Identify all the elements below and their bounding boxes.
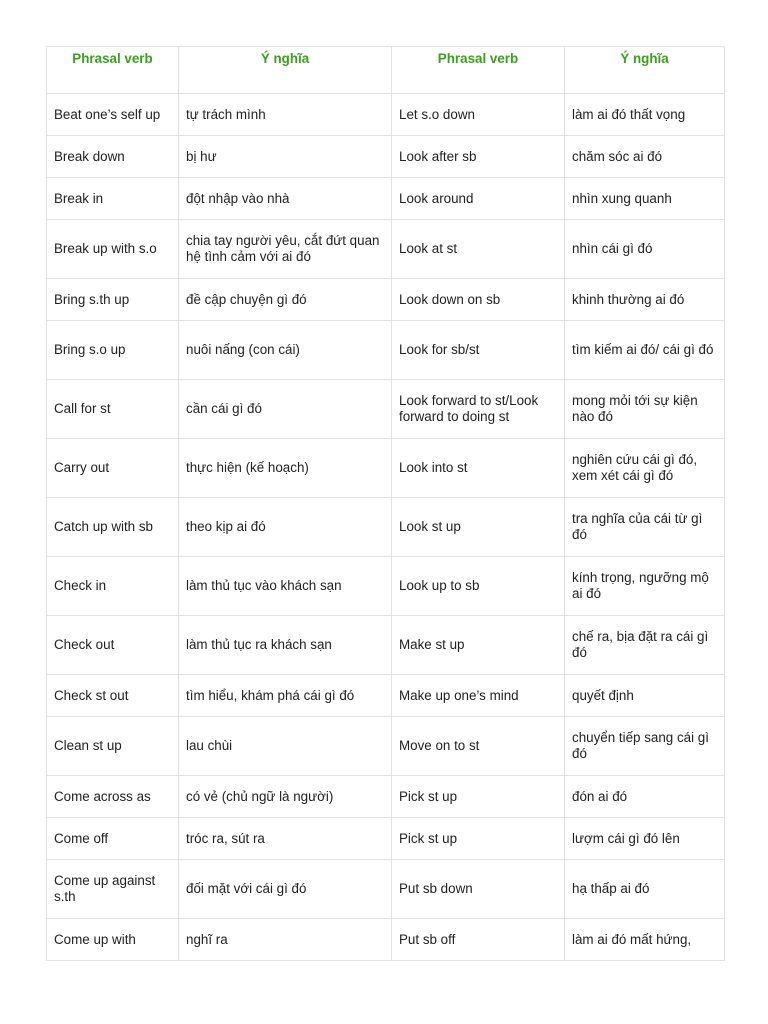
meaning-cell: khinh thường ai đó (565, 279, 725, 321)
phrasal-verb-cell: Look at st (392, 220, 565, 279)
phrasal-verb-cell: Call for st (47, 380, 179, 439)
phrasal-verb-cell: Look up to sb (392, 557, 565, 616)
meaning-cell: theo kịp ai đó (179, 498, 392, 557)
table-row (47, 818, 725, 860)
meaning-cell: nghĩ ra (179, 919, 392, 961)
phrasal-verb-cell: Look for sb/st (392, 321, 565, 380)
phrasal-verb-cell: Catch up with sb (47, 498, 179, 557)
phrasal-verb-cell: Come up against s.th (47, 860, 179, 919)
table-row (47, 136, 725, 178)
table-row (47, 498, 725, 557)
phrasal-verb-cell: Put sb off (392, 919, 565, 961)
table-row (47, 776, 725, 818)
meaning-cell: tự trách mình (179, 94, 392, 136)
phrasal-verb-cell: Break down (47, 136, 179, 178)
meaning-cell: chuyển tiếp sang cái gì đó (565, 717, 725, 776)
meaning-cell: làm ai đó mất hứng, (565, 919, 725, 961)
meaning-cell: nhìn cái gì đó (565, 220, 725, 279)
table-row (47, 439, 725, 498)
table-row (47, 860, 725, 919)
meaning-cell: quyết định (565, 675, 725, 717)
table-row (47, 220, 725, 279)
table-row (47, 616, 725, 675)
phrasal-verb-cell: Clean st up (47, 717, 179, 776)
meaning-cell: có vẻ (chủ ngữ là người) (179, 776, 392, 818)
meaning-cell: đón ai đó (565, 776, 725, 818)
meaning-cell: tìm kiếm ai đó/ cái gì đó (565, 321, 725, 380)
meaning-cell: chia tay người yêu, cắt đứt quan hệ tình cảm với ai đó (179, 220, 392, 279)
meaning-cell: làm thủ tục ra khách sạn (179, 616, 392, 675)
phrasal-verb-cell: Bring s.o up (47, 321, 179, 380)
table-row (47, 919, 725, 961)
meaning-cell: kính trọng, ngưỡng mộ ai đó (565, 557, 725, 616)
phrasal-verb-cell: Pick st up (392, 776, 565, 818)
phrasal-verb-cell: Break in (47, 178, 179, 220)
meaning-cell: làm thủ tục vào khách sạn (179, 557, 392, 616)
header-meaning-2: Ý nghĩa (565, 47, 725, 94)
header-meaning-1: Ý nghĩa (179, 47, 392, 94)
header-row (47, 47, 725, 94)
meaning-cell: tra nghĩa của cái từ gì đó (565, 498, 725, 557)
meaning-cell: đối mặt với cái gì đó (179, 860, 392, 919)
phrasal-verb-cell: Make st up (392, 616, 565, 675)
table-row (47, 321, 725, 380)
meaning-cell: nhìn xung quanh (565, 178, 725, 220)
phrasal-verb-cell: Look forward to st/Look forward to doing st (392, 380, 565, 439)
meaning-cell: nghiên cứu cái gì đó, xem xét cái gì đó (565, 439, 725, 498)
table-row (47, 675, 725, 717)
meaning-cell: đột nhập vào nhà (179, 178, 392, 220)
phrasal-verb-cell: Look after sb (392, 136, 565, 178)
document-page (46, 46, 724, 961)
phrasal-verb-cell: Beat one’s self up (47, 94, 179, 136)
phrasal-verb-table (46, 46, 725, 961)
meaning-cell: bị hư (179, 136, 392, 178)
header-phrasal-verb-1: Phrasal verb (47, 47, 179, 94)
meaning-cell: tróc ra, sút ra (179, 818, 392, 860)
phrasal-verb-cell: Check st out (47, 675, 179, 717)
table-row (47, 178, 725, 220)
meaning-cell: tìm hiểu, khám phá cái gì đó (179, 675, 392, 717)
meaning-cell: mong mỏi tới sự kiện nào đó (565, 380, 725, 439)
phrasal-verb-cell: Make up one’s mind (392, 675, 565, 717)
table-row (47, 557, 725, 616)
phrasal-verb-cell: Put sb down (392, 860, 565, 919)
phrasal-verb-cell: Look st up (392, 498, 565, 557)
phrasal-verb-cell: Break up with s.o (47, 220, 179, 279)
meaning-cell: chế ra, bịa đặt ra cái gì đó (565, 616, 725, 675)
header-phrasal-verb-2: Phrasal verb (392, 47, 565, 94)
phrasal-verb-cell: Come across as (47, 776, 179, 818)
meaning-cell: đề cập chuyện gì đó (179, 279, 392, 321)
meaning-cell: chăm sóc ai đó (565, 136, 725, 178)
phrasal-verb-cell: Carry out (47, 439, 179, 498)
phrasal-verb-cell: Look around (392, 178, 565, 220)
table-row (47, 279, 725, 321)
meaning-cell: hạ thấp ai đó (565, 860, 725, 919)
phrasal-verb-cell: Come up with (47, 919, 179, 961)
phrasal-verb-cell: Look into st (392, 439, 565, 498)
table-body (47, 94, 725, 961)
phrasal-verb-cell: Move on to st (392, 717, 565, 776)
phrasal-verb-cell: Look down on sb (392, 279, 565, 321)
meaning-cell: nuôi nấng (con cái) (179, 321, 392, 380)
meaning-cell: lau chùi (179, 717, 392, 776)
phrasal-verb-cell: Bring s.th up (47, 279, 179, 321)
meaning-cell: lượm cái gì đó lên (565, 818, 725, 860)
phrasal-verb-cell: Check out (47, 616, 179, 675)
phrasal-verb-cell: Let s.o down (392, 94, 565, 136)
meaning-cell: làm ai đó thất vọng (565, 94, 725, 136)
table-row (47, 717, 725, 776)
meaning-cell: cần cái gì đó (179, 380, 392, 439)
meaning-cell: thực hiện (kế hoạch) (179, 439, 392, 498)
table-row (47, 380, 725, 439)
phrasal-verb-cell: Check in (47, 557, 179, 616)
table-row (47, 94, 725, 136)
phrasal-verb-cell: Come off (47, 818, 179, 860)
phrasal-verb-cell: Pick st up (392, 818, 565, 860)
